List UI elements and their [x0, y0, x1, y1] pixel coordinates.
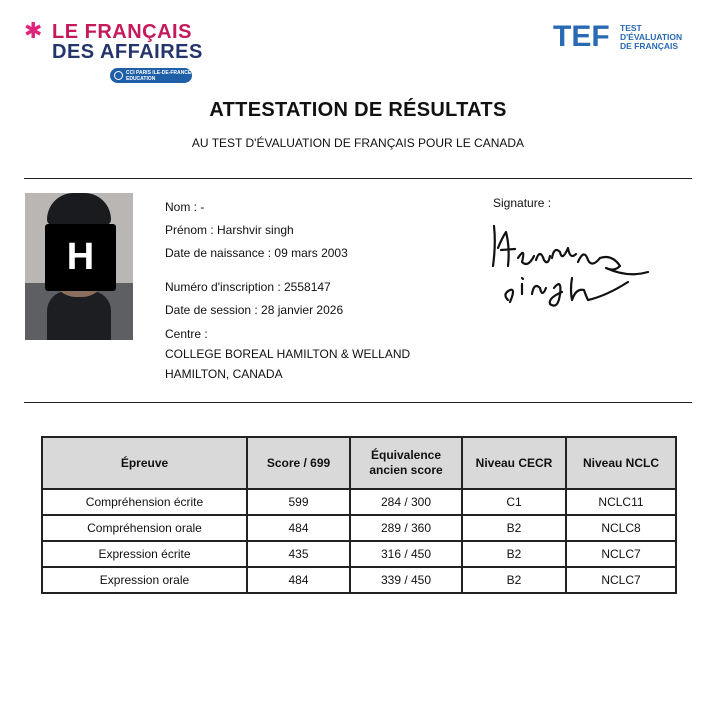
- cell-cecr: B2: [462, 515, 566, 541]
- cell-epreuve: Expression écrite: [42, 541, 247, 567]
- logo-line-2: DES AFFAIRES: [52, 41, 203, 63]
- handwritten-signature: [488, 218, 658, 310]
- table-row: [42, 541, 676, 567]
- field-prenom: Prénom : Harshvir singh: [165, 223, 294, 237]
- document-title: ATTESTATION DE RÉSULTATS: [209, 99, 507, 121]
- table-row: [42, 567, 676, 593]
- cell-cecr: B2: [462, 567, 566, 593]
- field-centre-line-1: COLLEGE BOREAL HAMILTON & WELLAND: [165, 347, 411, 361]
- tef-sub-2: D'ÉVALUATION: [620, 32, 683, 42]
- header-epreuve: Épreuve: [42, 437, 247, 489]
- cci-badge-line-1: CCI PARIS ILE-DE-FRANCE: [126, 70, 192, 76]
- divider-bottom: [24, 402, 692, 403]
- signature-label: Signature :: [493, 196, 552, 210]
- cell-cecr: C1: [462, 489, 566, 515]
- cell-epreuve: Expression orale: [42, 567, 247, 593]
- field-date-naissance: Date de naissance : 09 mars 2003: [165, 246, 348, 260]
- document-subtitle: AU TEST D'ÉVALUATION DE FRANÇAIS POUR LE CANADA: [191, 136, 525, 150]
- cci-badge-line-2: EDUCATION: [126, 76, 156, 82]
- header-equivalence: Équivalence ancien score: [350, 437, 462, 489]
- cci-badge: [110, 68, 192, 83]
- field-numero-inscription: Numéro d'inscription : 2558147: [165, 280, 331, 294]
- table-row: [42, 489, 676, 515]
- cell-equivalence: 339 / 450: [350, 567, 462, 593]
- cell-score: 435: [247, 541, 350, 567]
- logo-line-1: LE FRANÇAIS: [52, 21, 192, 43]
- cell-nclc: NCLC7: [566, 567, 676, 593]
- field-nom: Nom : -: [165, 200, 205, 214]
- table-row: [42, 515, 676, 541]
- field-centre-label: Centre :: [165, 327, 208, 341]
- tef-logo-subtitle: [620, 24, 682, 51]
- cell-cecr: B2: [462, 541, 566, 567]
- divider-top: [24, 178, 692, 179]
- tef-sub-1: TEST: [620, 23, 642, 33]
- results-table: [41, 436, 677, 594]
- cell-score: 599: [247, 489, 350, 515]
- header-niveau-cecr: Niveau CECR: [462, 437, 566, 489]
- cell-epreuve: Compréhension écrite: [42, 489, 247, 515]
- cell-nclc: NCLC11: [566, 489, 676, 515]
- field-date-session: Date de session : 28 janvier 2026: [165, 303, 344, 317]
- cell-equivalence: 284 / 300: [350, 489, 462, 515]
- photo-redaction-box: H: [45, 224, 116, 291]
- cell-epreuve: Compréhension orale: [42, 515, 247, 541]
- cell-equivalence: 289 / 360: [350, 515, 462, 541]
- field-centre-line-2: HAMILTON, CANADA: [165, 367, 283, 381]
- cell-score: 484: [247, 515, 350, 541]
- cci-circle-icon: [114, 71, 123, 80]
- star-icon: ✱: [24, 18, 43, 43]
- tef-sub-3: DE FRANÇAIS: [620, 41, 679, 51]
- tef-logo: TEF: [553, 20, 610, 53]
- header-score: Score / 699: [247, 437, 350, 489]
- cell-score: 484: [247, 567, 350, 593]
- header-niveau-nclc: Niveau NCLC: [566, 437, 676, 489]
- cell-nclc: NCLC7: [566, 541, 676, 567]
- table-header-row: [42, 437, 676, 489]
- cell-nclc: NCLC8: [566, 515, 676, 541]
- cell-equivalence: 316 / 450: [350, 541, 462, 567]
- candidate-photo: [25, 193, 133, 340]
